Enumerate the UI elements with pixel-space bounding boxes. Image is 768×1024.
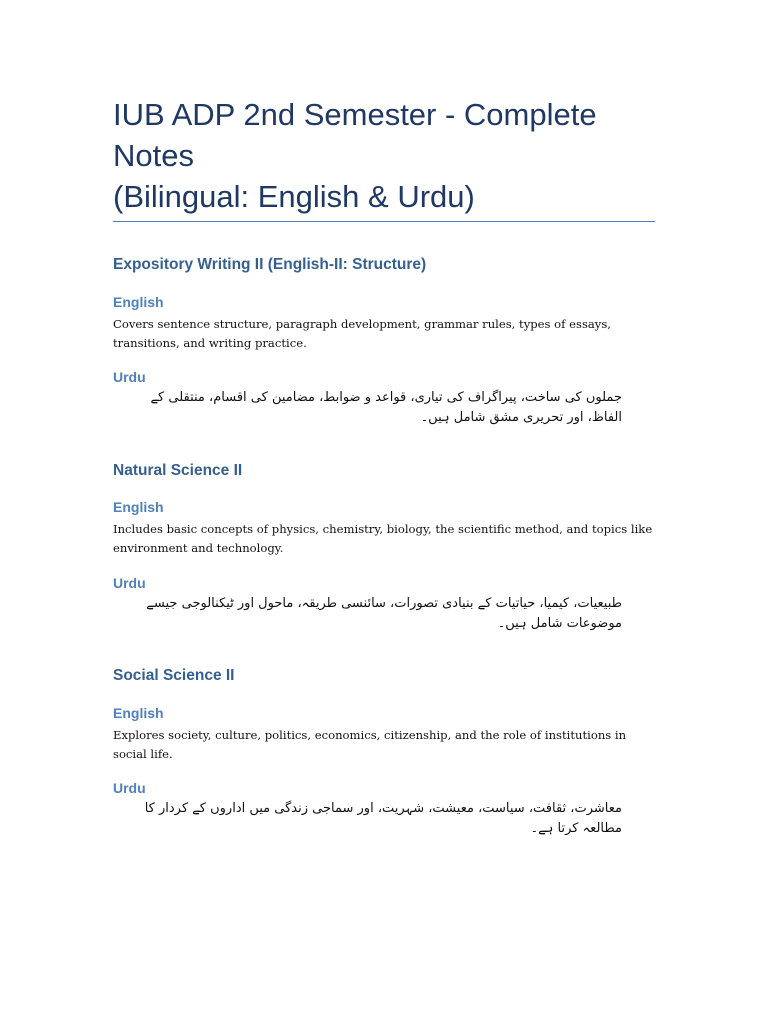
urdu-text-line: موضوعات شامل ہیں۔ [497, 616, 622, 631]
urdu-label: Urdu [113, 575, 146, 591]
document-title-line: (Bilingual: English & Urdu) [113, 179, 475, 214]
section-heading-natural-science: Natural Science II [113, 462, 243, 479]
document-title [113, 94, 673, 217]
english-label: English [113, 499, 164, 515]
section-heading-social-science: Social Science II [113, 667, 235, 684]
urdu-text [112, 594, 622, 634]
urdu-text-line: مطالعہ کرتا ہے۔ [530, 821, 622, 836]
english-text: Includes basic concepts of physics, chemistry, biology, the scientific method, and topics like environment and technology. [113, 522, 653, 555]
urdu-text [112, 388, 622, 428]
english-text: Covers sentence structure, paragraph development, grammar rules, types of essays, transitions, and writing practice. [113, 317, 611, 350]
urdu-text-line: معاشرت، ثقافت، سیاست، معیشت، شہریت، اور سماجی زندگی میں اداروں کے کردار کا [144, 801, 622, 816]
urdu-label: Urdu [113, 780, 146, 796]
urdu-text-line: طبیعیات، کیمیا، حیاتیات کے بنیادی تصورات، سائنسی طریقہ، ماحول اور ٹیکنالوجی جیسے [146, 596, 622, 611]
document-title-line: IUB ADP 2nd Semester - Complete [113, 97, 597, 132]
title-divider [113, 221, 655, 222]
urdu-text-line: الفاظ، اور تحریری مشق شامل ہیں۔ [420, 410, 622, 425]
urdu-text-line: جملوں کی ساخت، پیراگراف کی تیاری، قواعد و ضوابط، مضامین کی اقسام، منتقلی کے [150, 390, 622, 405]
urdu-label: Urdu [113, 369, 146, 385]
english-text: Explores society, culture, politics, economics, citizenship, and the role of institutions in social life. [113, 728, 627, 761]
english-label: English [113, 294, 164, 310]
section-heading-expository-writing: Expository Writing II (English-II: Structure) [113, 256, 427, 273]
urdu-text [112, 799, 622, 839]
english-label: English [113, 705, 164, 721]
document-title-line: Notes [113, 138, 194, 173]
